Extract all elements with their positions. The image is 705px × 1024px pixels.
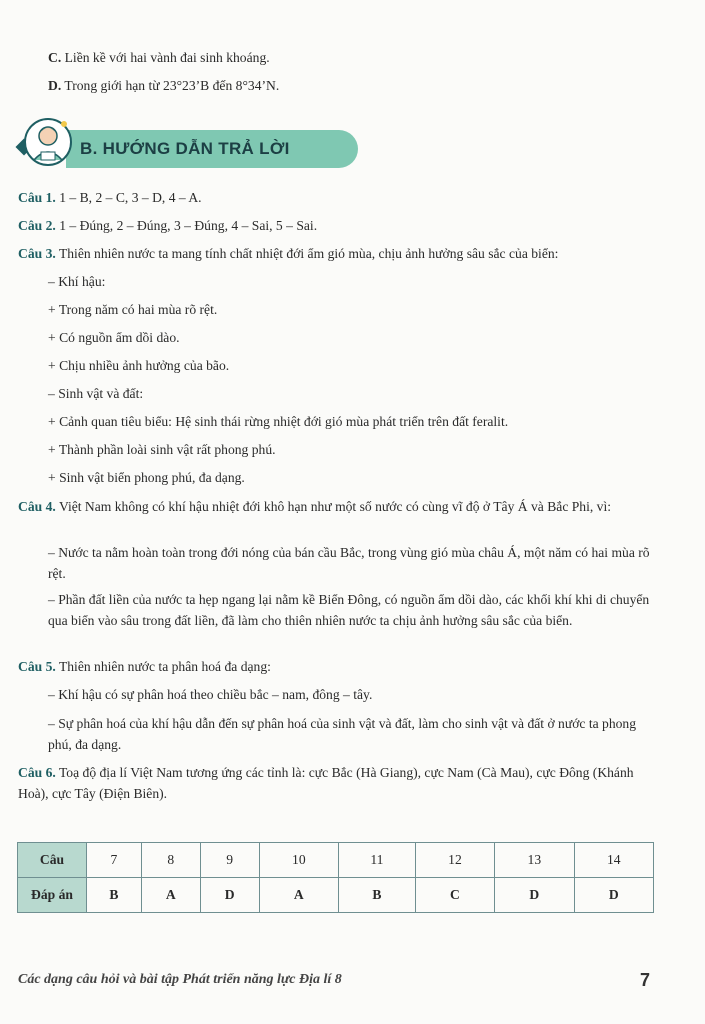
question-4-paragraph-1: – Nước ta nằm hoàn toàn trong đới nóng của bán cầu Bắc, trong vùng gió mùa châu Á, một năm có hai mùa rõ rệt. (48, 545, 650, 581)
option-d-letter: D. (48, 78, 62, 93)
question-3-line: + Sinh vật biển phong phú, đa dạng. (48, 470, 245, 485)
question-3 (18, 244, 665, 264)
page-number: 7 (640, 970, 651, 990)
question-2 (18, 216, 665, 236)
question-4 (18, 496, 661, 517)
table-row-answers (18, 878, 654, 913)
question-6 (18, 762, 661, 804)
question-1-text: 1 – B, 2 – C, 3 – D, 4 – A. (59, 190, 202, 205)
table-answer-cell: D (495, 878, 574, 913)
question-4-label: Câu 4. (18, 499, 56, 514)
question-5 (18, 657, 665, 677)
table-answer-cell: B (339, 878, 416, 913)
question-6-text: Toạ độ địa lí Việt Nam tương ứng các tỉnh là: cực Bắc (Hà Giang), cực Nam (Cà Mau), cực Đông (Khánh Hoà), cực Tây (Điện Biên). (18, 765, 634, 801)
table-answer-cell: B (87, 878, 142, 913)
option-c-letter: C. (48, 50, 62, 65)
question-1-label: Câu 1. (18, 190, 56, 205)
answer-table (17, 842, 654, 913)
question-3-line: + Thành phần loài sinh vật rất phong phú. (48, 442, 276, 457)
table-question-cell: 13 (495, 843, 574, 878)
question-5-label: Câu 5. (18, 659, 56, 674)
question-5-paragraph-1: – Khí hậu có sự phân hoá theo chiều bắc – nam, đông – tây. (48, 687, 373, 702)
table-question-cell: 12 (415, 843, 494, 878)
question-3-label: Câu 3. (18, 246, 56, 261)
question-2-label: Câu 2. (18, 218, 56, 233)
question-3-line: – Khí hậu: (48, 274, 106, 289)
table-header-cell: Câu (18, 843, 87, 878)
table-answer-cell: A (141, 878, 200, 913)
table-answer-header-cell: Đáp án (18, 878, 87, 913)
table-answer-cell: D (200, 878, 259, 913)
question-3-line: + Chịu nhiều ảnh hưởng của bão. (48, 358, 230, 373)
table-row-questions (18, 843, 654, 878)
table-question-cell: 9 (200, 843, 259, 878)
option-d (48, 76, 665, 96)
table-answer-cell: D (574, 878, 653, 913)
student-avatar-icon (24, 116, 72, 168)
option-c-text: Liền kề với hai vành đai sinh khoáng. (64, 50, 270, 65)
table-question-cell: 14 (574, 843, 653, 878)
question-3-line: + Cảnh quan tiêu biểu: Hệ sinh thái rừng nhiệt đới gió mùa phát triển trên đất feralit. (48, 414, 509, 429)
table-answer-cell: C (415, 878, 494, 913)
question-4-paragraph-2: – Phần đất liền của nước ta hẹp ngang lại nằm kề Biển Đông, có nguồn ẩm dồi dào, các khối khí khi di chuyển qua biển vào sâu trong đất liền, đã làm cho thiên nhiên nước ta chịu ảnh hưởng sâu sắc của biển. (48, 592, 650, 628)
question-3-line: + Trong năm có hai mùa rõ rệt. (48, 302, 218, 317)
option-c (48, 48, 665, 68)
option-d-text: Trong giới hạn từ 23°23’B đến 8°34’N. (64, 78, 280, 93)
section-title: B. HƯỚNG DẪN TRẢ LỜI (80, 139, 290, 158)
question-6-label: Câu 6. (18, 765, 56, 780)
question-4-text: Việt Nam không có khí hậu nhiệt đới khô hạn như một số nước có cùng vĩ độ ở Tây Á và Bắc Phi, vì: (58, 499, 612, 514)
question-2-text: 1 – Đúng, 2 – Đúng, 3 – Đúng, 4 – Sai, 5 – Sai. (59, 218, 318, 233)
table-answer-cell: A (259, 878, 338, 913)
question-3-text: Thiên nhiên nước ta mang tính chất nhiệt đới ẩm gió mùa, chịu ảnh hưởng sâu sắc của biển: (58, 246, 559, 261)
table-question-cell: 8 (141, 843, 200, 878)
question-5-text: Thiên nhiên nước ta phân hoá đa dạng: (58, 659, 271, 674)
question-3-line: – Sinh vật và đất: (48, 386, 144, 401)
question-1 (18, 188, 665, 208)
question-5-paragraph-2: – Sự phân hoá của khí hậu dẫn đến sự phân hoá của sinh vật và đất, làm cho sinh vật và đất ở nước ta phong phú, đa dạng. (48, 716, 637, 752)
table-question-cell: 7 (87, 843, 142, 878)
table-question-cell: 11 (339, 843, 416, 878)
table-question-cell: 10 (259, 843, 338, 878)
book-title-footer: Các dạng câu hỏi và bài tập Phát triển năng lực Địa lí 8 (18, 972, 342, 987)
question-3-line: + Có nguồn ẩm dồi dào. (48, 330, 180, 345)
